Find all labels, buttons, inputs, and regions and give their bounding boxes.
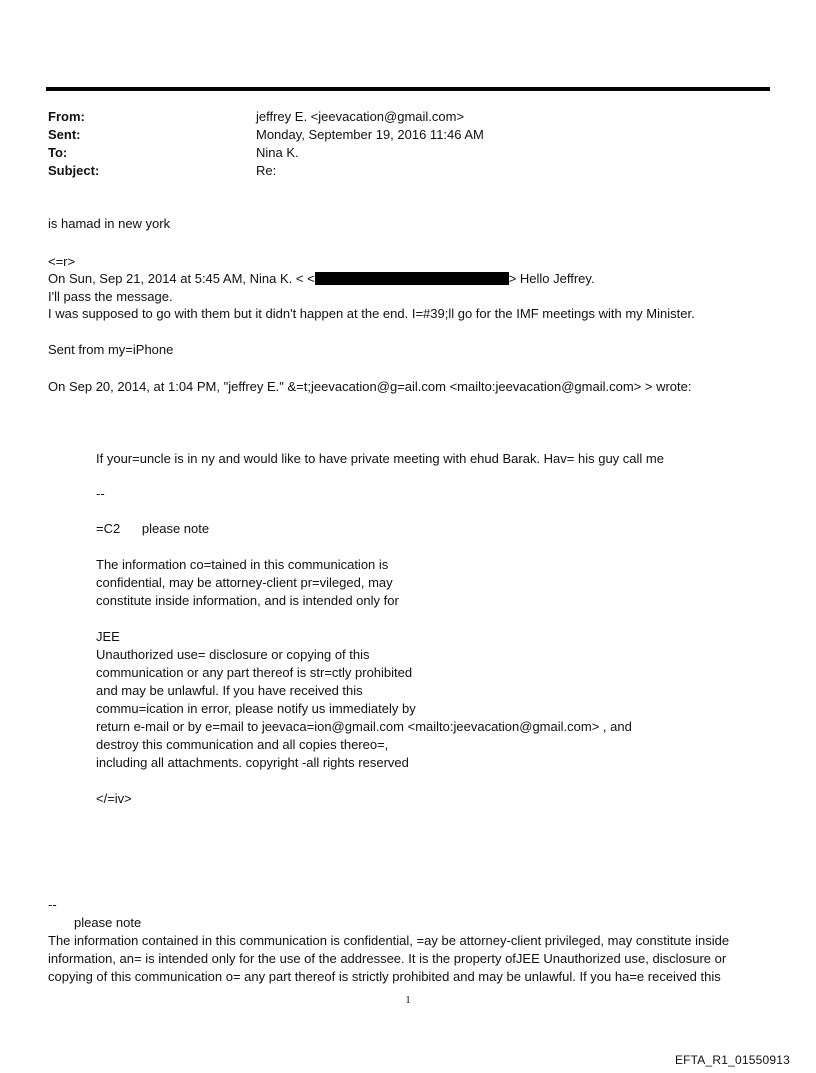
- sent-label: Sent:: [48, 127, 81, 142]
- document-id: EFTA_R1_01550913: [674, 1053, 790, 1067]
- sent-row: [48, 126, 484, 144]
- email-header: [48, 108, 484, 180]
- body-line: <=r>: [48, 254, 76, 269]
- page-number: 1: [405, 994, 411, 1006]
- from-value: jeffrey E. <jeevacation@gmail.com>: [256, 109, 465, 124]
- subject-value: Re:: [256, 163, 277, 178]
- to-row: [48, 144, 484, 162]
- quoted-line: --: [96, 486, 105, 501]
- quoted-line: communication or any part thereof is str=ctly prohibited: [96, 665, 413, 680]
- footer-line: please note: [74, 915, 142, 930]
- body-line: On Sep 20, 2014, at 1:04 PM, "jeffrey E." &=t;jeevacation@g=ail.com <mailto:jeevacation@gmail.com> > wrote:: [48, 379, 692, 394]
- quoted-line: return e-mail or by e=mail to jeevaca=ion@gmail.com <mailto:jeevacation@gmail.com> , and: [96, 719, 632, 734]
- quoted-line: </=iv>: [96, 791, 132, 806]
- footer-line: --: [48, 897, 57, 912]
- footer-line: copying of this communication o= any part thereof is strictly prohibited and may be unlawful. If you ha=e received this: [48, 969, 721, 984]
- sent-value: Monday, September 19, 2016 11:46 AM: [256, 127, 484, 142]
- quoted-line: and may be unlawful. If you have received this: [96, 683, 363, 698]
- body-line: is hamad in new york: [48, 216, 171, 231]
- header-rule: [46, 87, 770, 91]
- subject-row: [48, 162, 484, 180]
- redaction-box: [315, 272, 509, 285]
- reply-intro: On Sun, Sep 21, 2014 at 5:45 AM, Nina K. < <: [48, 271, 315, 286]
- quoted-line: If your=uncle is in ny and would like to have private meeting with ehud Barak. Hav= his guy call me: [96, 451, 664, 466]
- quoted-line: Unauthorized use= disclosure or copying of this: [96, 647, 370, 662]
- reply-greeting: > Hello Jeffrey.: [508, 271, 595, 286]
- quoted-line: commu=ication in error, please notify us immediately by: [96, 701, 416, 716]
- quoted-line: =C2 please note: [96, 521, 210, 536]
- to-value: Nina K.: [256, 145, 299, 160]
- quoted-line: including all attachments. copyright -all rights reserved: [96, 755, 409, 770]
- body-line-with-redaction: [48, 270, 595, 288]
- footer-line: information, an= is intended only for the use of the addressee. It is the property ofJEE Unauthorized use, disclosure or: [48, 951, 727, 966]
- quoted-line: The information co=tained in this communication is: [96, 557, 389, 572]
- quoted-line: confidential, may be attorney-client pr=vileged, may: [96, 575, 393, 590]
- quoted-line: destroy this communication and all copies thereo=,: [96, 737, 389, 752]
- from-label: From:: [48, 109, 85, 124]
- to-label: To:: [48, 145, 68, 160]
- subject-label: Subject:: [48, 163, 100, 178]
- body-line: Sent from my=iPhone: [48, 342, 174, 357]
- quoted-line: constitute inside information, and is intended only for: [96, 593, 399, 608]
- body-line: I was supposed to go with them but it didn't happen at the end. I=#39;ll go for the IMF meetings with my Minister.: [48, 306, 695, 321]
- from-row: [48, 108, 484, 126]
- footer-line: The information contained in this communication is confidential, =ay be attorney-client privileged, may constitute inside: [48, 933, 730, 948]
- body-line: I'll pass the message.: [48, 289, 173, 304]
- quoted-line: JEE: [96, 629, 120, 644]
